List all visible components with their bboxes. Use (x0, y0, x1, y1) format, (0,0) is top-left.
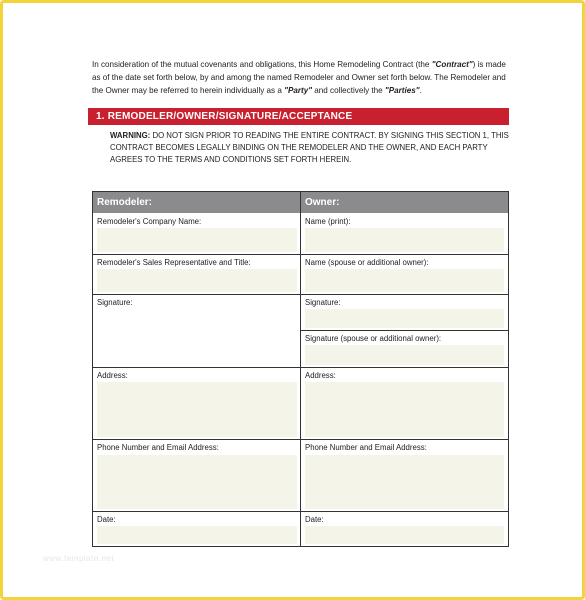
intro-text-3: and collectively the (312, 86, 385, 95)
section-heading: 1. REMODELER/OWNER/SIGNATURE/ACCEPTANCE (88, 108, 509, 125)
remodeler-date-label: Date: (97, 515, 116, 524)
intro-text-1: In consideration of the mutual covenants and obligations, this Home Remodeling Contract (the (92, 60, 432, 69)
remodeler-phone-email-field[interactable] (97, 455, 297, 509)
owner-column-header: Owner: (301, 192, 508, 213)
owner-address-label: Address: (305, 371, 336, 380)
owner-name-field[interactable] (305, 228, 504, 252)
remodeler-signature-label: Signature: (97, 298, 133, 307)
remodeler-sales-rep-label: Remodeler's Sales Representative and Title: (97, 258, 251, 267)
owner-spouse-name-label: Name (spouse or additional owner): (305, 258, 429, 267)
owner-date-field[interactable] (305, 526, 504, 544)
owner-phone-email-label: Phone Number and Email Address: (305, 443, 427, 452)
party-term: "Party" (284, 86, 313, 95)
owner-signature-field[interactable] (305, 309, 504, 328)
owner-signature-label: Signature: (305, 298, 341, 307)
watermark-text: www.template.net (43, 554, 115, 563)
owner-spouse-name-field[interactable] (305, 269, 504, 292)
owner-name-label: Name (print): (305, 217, 351, 226)
warning-label: WARNING: (110, 131, 151, 140)
contract-term: "Contract" (431, 60, 473, 69)
row-divider (93, 254, 508, 255)
remodeler-signature-field[interactable] (97, 310, 297, 365)
row-divider (301, 330, 508, 331)
warning-notice (110, 130, 510, 167)
owner-phone-email-field[interactable] (305, 455, 504, 509)
remodeler-address-label: Address: (97, 371, 128, 380)
remodeler-address-field[interactable] (97, 382, 297, 437)
parties-term: "Parties" (384, 86, 420, 95)
remodeler-company-name-label: Remodeler's Company Name: (97, 217, 202, 226)
owner-spouse-signature-field[interactable] (305, 345, 504, 365)
remodeler-date-field[interactable] (97, 526, 297, 544)
warning-text: DO NOT SIGN PRIOR TO READING THE ENTIRE CONTRACT. BY SIGNING THIS SECTION 1, THIS CONTRACT BECOMES LEGALLY BINDING ON THE REMODELER AND THE OWNER, AND EACH PARTY AGREES TO THE TERMS AND CONDITIONS SET FORTH HEREIN. (110, 131, 509, 165)
row-divider (93, 294, 508, 295)
owner-date-label: Date: (305, 515, 324, 524)
remodeler-column-header: Remodeler: (93, 192, 300, 213)
remodeler-company-name-field[interactable] (97, 228, 297, 252)
owner-address-field[interactable] (305, 382, 504, 437)
row-divider (93, 511, 508, 512)
row-divider (93, 367, 508, 368)
row-divider (93, 439, 508, 440)
owner-spouse-signature-label: Signature (spouse or additional owner): (305, 334, 442, 343)
column-divider (300, 192, 301, 546)
remodeler-sales-rep-field[interactable] (97, 269, 297, 292)
remodeler-phone-email-label: Phone Number and Email Address: (97, 443, 219, 452)
signature-form-table (92, 191, 509, 547)
intro-paragraph (92, 58, 512, 97)
intro-text-4: . (419, 86, 422, 95)
intro-text-2: ) is made as of the date set forth below, by and among the named Remodeler and Owner set forth below. The Remodeler and the Owner may be referred to herein individually as a (92, 60, 506, 95)
